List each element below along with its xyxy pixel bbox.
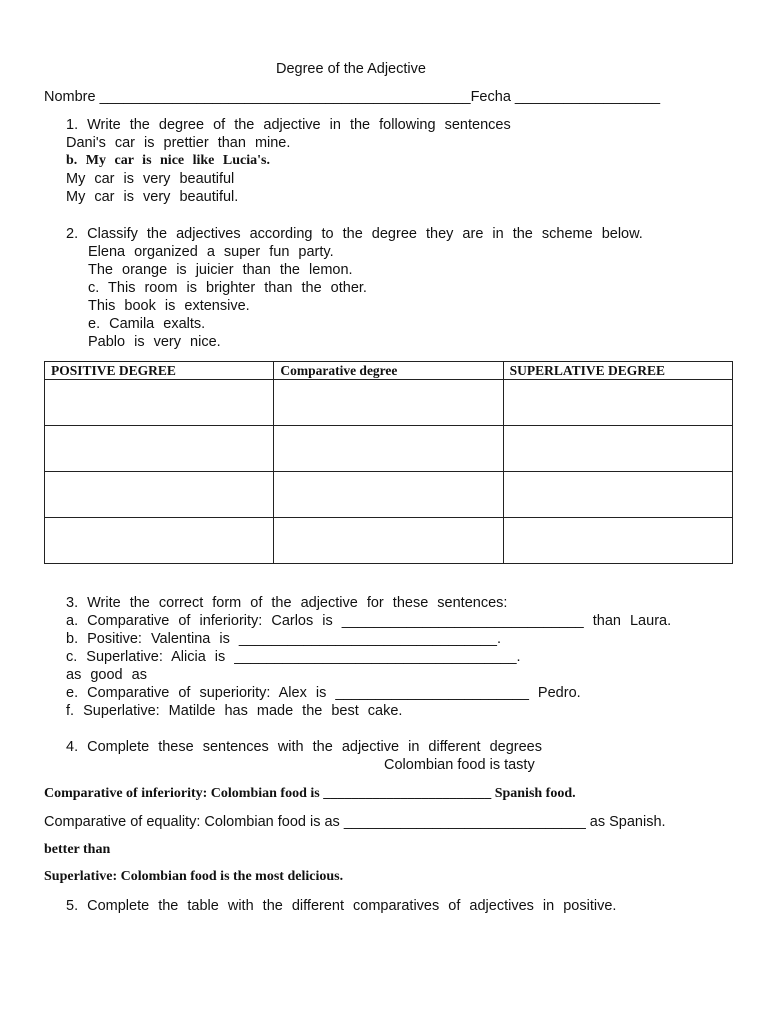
section-3-line-f: f. Superlative: Matilde has made the best cake. (66, 703, 403, 719)
table-cell[interactable] (503, 380, 732, 426)
column-header-comparative: Comparative degree (274, 362, 503, 380)
section-3-line-e (66, 684, 581, 702)
fecha-label: Fecha (470, 89, 515, 105)
section-1-sentence: My car is very beautiful (66, 171, 235, 187)
line-text: than Laura. (583, 613, 672, 629)
line-text: as Spanish. (585, 814, 666, 830)
line-text: a. Comparative of inferiority: Carlos is (66, 613, 342, 629)
table-cell[interactable] (503, 518, 732, 564)
answer-blank[interactable]: ___________________________________ (234, 649, 517, 665)
table-cell[interactable] (274, 518, 503, 564)
table-cell[interactable] (503, 426, 732, 472)
table-header-row (45, 362, 733, 380)
section-3-line-b (66, 630, 501, 648)
page-title: Degree of the Adjective (276, 61, 426, 77)
section-1-instruction: 1. Write the degree of the adjective in the following sentences (66, 117, 511, 133)
line-text: . (496, 631, 501, 647)
section-4-instruction: 4. Complete these sentences with the adjective in different degrees (66, 739, 542, 755)
name-date-line (44, 88, 660, 106)
table-cell[interactable] (503, 472, 732, 518)
answer-blank[interactable]: ______________________________ (341, 613, 584, 629)
line-text: e. Comparative of superiority: Alex is (66, 685, 336, 701)
nombre-blank[interactable]: ______________________________________________ (99, 89, 471, 105)
table-row (45, 518, 733, 564)
table-cell[interactable] (274, 380, 503, 426)
section-3-line-d: as good as (66, 667, 147, 683)
table-row (45, 380, 733, 426)
column-header-superlative: SUPERLATIVE DEGREE (503, 362, 732, 380)
line-text: b. Positive: Valentina is (66, 631, 239, 647)
answer-blank[interactable]: ________________________ (323, 786, 492, 801)
table-row (45, 426, 733, 472)
table-cell[interactable] (45, 380, 274, 426)
column-header-positive: POSITIVE DEGREE (45, 362, 274, 380)
section-2-instruction: 2. Classify the adjectives according to the degree they are in the scheme below. (66, 226, 643, 242)
section-1-sentence: Dani's car is prettier than mine. (66, 135, 291, 151)
line-text: Comparative of equality: Colombian food is as (44, 814, 344, 830)
nombre-label: Nombre (44, 89, 100, 105)
classification-table (44, 361, 733, 564)
section-2-sentence: Elena organized a super fun party. (88, 244, 334, 260)
table-cell[interactable] (274, 426, 503, 472)
table-cell[interactable] (45, 472, 274, 518)
line-text: Pedro. (528, 685, 581, 701)
table-cell[interactable] (45, 518, 274, 564)
table-row (45, 472, 733, 518)
section-1-sentence: My car is very beautiful. (66, 189, 239, 205)
section-1-sentence: b. My car is nice like Lucia's. (66, 153, 270, 168)
section-5-instruction: 5. Complete the table with the different comparatives of adjectives in positive. (66, 898, 617, 914)
section-3-line-c (66, 648, 521, 666)
section-4-superlative: Superlative: Colombian food is the most delicious. (44, 869, 344, 884)
line-text: Spanish food. (491, 786, 576, 801)
table-cell[interactable] (274, 472, 503, 518)
line-text: . (516, 649, 521, 665)
section-3-instruction: 3. Write the correct form of the adjective for these sentences: (66, 595, 508, 611)
section-2-sentence: The orange is juicier than the lemon. (88, 262, 353, 278)
section-4-better-than: better than (44, 842, 111, 857)
line-text: Comparative of inferiority: Colombian food is (44, 786, 324, 801)
line-text: c. Superlative: Alicia is (66, 649, 235, 665)
section-2-sentence: This book is extensive. (88, 298, 250, 314)
answer-blank[interactable]: ______________________________ (343, 814, 586, 830)
section-2-sentence: e. Camila exalts. (88, 316, 206, 332)
answer-blank[interactable]: ________________________ (335, 685, 529, 701)
section-4-equality (44, 813, 666, 831)
answer-blank[interactable]: ________________________________ (238, 631, 497, 647)
section-4-example: Colombian food is tasty (384, 757, 535, 773)
fecha-blank[interactable]: __________________ (514, 89, 661, 105)
section-4-inferiority (44, 785, 576, 803)
table-cell[interactable] (45, 426, 274, 472)
section-2-sentence: Pablo is very nice. (88, 334, 221, 350)
section-3-line-a (66, 612, 671, 630)
section-2-sentence: c. This room is brighter than the other. (88, 280, 367, 296)
